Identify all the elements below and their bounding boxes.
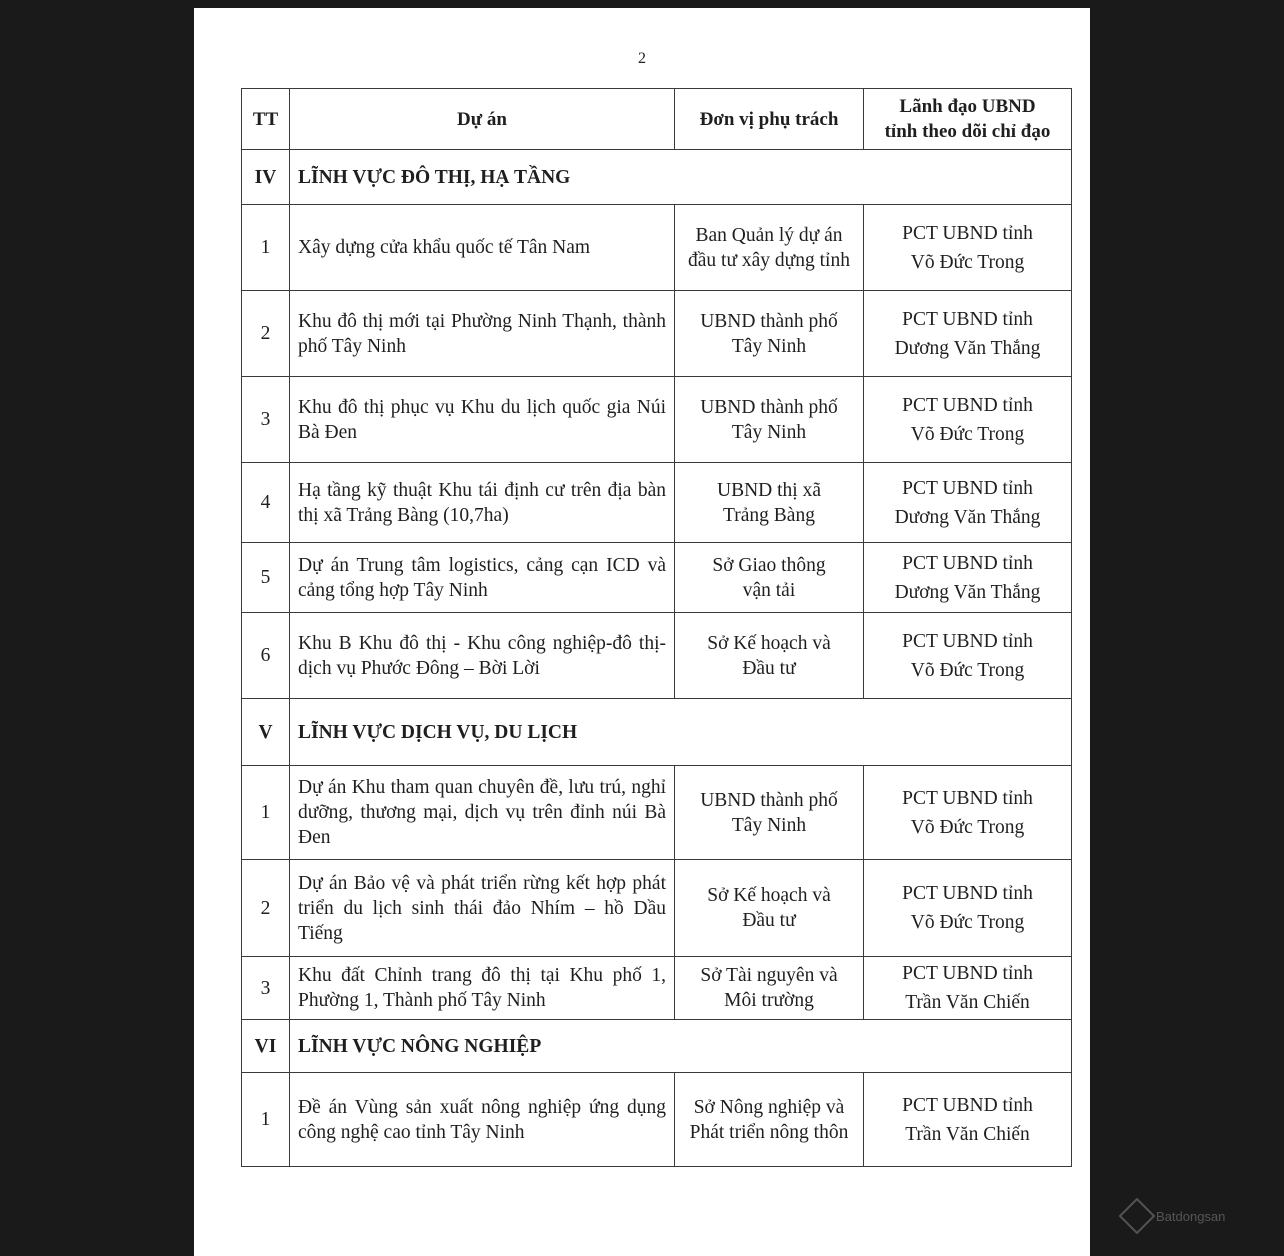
site-watermark — [1124, 1196, 1264, 1236]
responsible-unit — [675, 1073, 864, 1167]
row-number: 6 — [242, 613, 290, 699]
section-number: V — [242, 699, 290, 766]
leader-line1: PCT UBND tỉnh — [902, 222, 1033, 244]
leader-line2: Dương Văn Thắng — [894, 506, 1041, 528]
row-number: 1 — [242, 205, 290, 291]
leader — [864, 613, 1072, 699]
unit-line1: Sở Giao thông — [712, 554, 826, 576]
watermark-text: Batdongsan — [1156, 1208, 1226, 1224]
unit-line1: Sở Tài nguyên và — [700, 965, 838, 986]
responsible-unit — [675, 291, 864, 377]
table-header-row — [242, 89, 1072, 150]
section-row-vi — [242, 1020, 1072, 1073]
project-name: Dự án Bảo vệ và phát triển rừng kết hợp phát triển du lịch sinh thái đảo Nhím – hồ Dầu Tiếng — [290, 860, 675, 957]
row-number: 2 — [242, 291, 290, 377]
section-title: LĨNH VỰC NÔNG NGHIỆP — [290, 1020, 1072, 1073]
unit-line1: Ban Quản lý dự án — [695, 224, 843, 246]
project-table — [241, 88, 1072, 1167]
leader-line2: Võ Đức Trong — [910, 423, 1025, 445]
row-number: 1 — [242, 766, 290, 860]
leader — [864, 766, 1072, 860]
leader-line2: Trần Văn Chiến — [905, 992, 1030, 1013]
header-lead-line2: tỉnh theo dõi chỉ đạo — [884, 121, 1051, 142]
section-row-v — [242, 699, 1072, 766]
project-name: Dự án Khu tham quan chuyên đề, lưu trú, nghỉ dưỡng, thương mại, dịch vụ trên đỉnh núi Bà Đen — [290, 766, 675, 860]
watermark-logo-icon — [1119, 1198, 1156, 1235]
responsible-unit — [675, 377, 864, 463]
leader — [864, 860, 1072, 957]
leader — [864, 377, 1072, 463]
row-number: 5 — [242, 543, 290, 613]
unit-line1: UBND thành phố — [700, 789, 838, 811]
table-row — [242, 957, 1072, 1020]
leader-line1: PCT UBND tỉnh — [902, 477, 1033, 499]
section-row-iv — [242, 150, 1072, 205]
responsible-unit — [675, 613, 864, 699]
unit-line2: đầu tư xây dựng tỉnh — [688, 249, 850, 271]
leader-line2: Võ Đức Trong — [910, 816, 1025, 838]
table-row — [242, 1073, 1072, 1167]
row-number: 1 — [242, 1073, 290, 1167]
row-number: 2 — [242, 860, 290, 957]
header-lead — [864, 89, 1072, 150]
unit-line2: Trảng Bàng — [723, 504, 815, 526]
unit-line1: Sở Kế hoạch và — [707, 885, 831, 906]
table-row — [242, 377, 1072, 463]
leader-line2: Võ Đức Trong — [910, 912, 1025, 933]
leader-line2: Võ Đức Trong — [910, 251, 1025, 273]
unit-line1: Sở Nông nghiệp và — [693, 1096, 845, 1118]
unit-line1: Sở Kế hoạch và — [707, 632, 831, 654]
section-title: LĨNH VỰC DỊCH VỤ, DU LỊCH — [290, 699, 1072, 766]
unit-line2: Tây Ninh — [731, 335, 807, 357]
leader-line1: PCT UBND tỉnh — [902, 630, 1033, 652]
row-number: 3 — [242, 957, 290, 1020]
project-name: Hạ tầng kỹ thuật Khu tái định cư trên địa bàn thị xã Trảng Bàng (10,7ha) — [290, 463, 675, 543]
unit-line1: UBND thành phố — [700, 396, 838, 418]
header-tt: TT — [242, 89, 290, 150]
unit-line1: UBND thị xã — [717, 479, 821, 501]
row-number: 3 — [242, 377, 290, 463]
responsible-unit — [675, 766, 864, 860]
section-title: LĨNH VỰC ĐÔ THỊ, HẠ TẦNG — [290, 150, 1072, 205]
table-row — [242, 205, 1072, 291]
document-page — [194, 8, 1090, 1256]
unit-line2: Đầu tư — [742, 657, 796, 679]
leader-line2: Trần Văn Chiến — [905, 1123, 1030, 1145]
project-table-wrapper — [241, 88, 1071, 1167]
leader-line2: Dương Văn Thắng — [894, 581, 1041, 603]
responsible-unit — [675, 543, 864, 613]
table-row — [242, 860, 1072, 957]
page-number: 2 — [638, 50, 646, 67]
leader-line1: PCT UBND tỉnh — [902, 552, 1033, 574]
project-name: Khu đất Chỉnh trang đô thị tại Khu phố 1, Phường 1, Thành phố Tây Ninh — [290, 957, 675, 1020]
unit-line2: vận tải — [742, 579, 796, 601]
unit-line2: Phát triển nông thôn — [689, 1121, 849, 1143]
project-name: Khu B Khu đô thị - Khu công nghiệp-đô thị-dịch vụ Phước Đông – Bời Lời — [290, 613, 675, 699]
section-number: IV — [242, 150, 290, 205]
project-name: Dự án Trung tâm logistics, cảng cạn ICD và cảng tổng hợp Tây Ninh — [290, 543, 675, 613]
leader-line1: PCT UBND tỉnh — [902, 963, 1033, 984]
table-row — [242, 291, 1072, 377]
leader — [864, 463, 1072, 543]
responsible-unit — [675, 463, 864, 543]
leader — [864, 291, 1072, 377]
leader-line1: PCT UBND tỉnh — [902, 1094, 1033, 1116]
header-lead-line1: Lãnh đạo UBND — [899, 96, 1036, 117]
leader — [864, 205, 1072, 291]
header-unit: Đơn vị phụ trách — [675, 89, 864, 150]
row-number: 4 — [242, 463, 290, 543]
responsible-unit — [675, 957, 864, 1020]
leader-line1: PCT UBND tỉnh — [902, 883, 1033, 904]
unit-line2: Môi trường — [724, 990, 814, 1011]
leader-line1: PCT UBND tỉnh — [902, 394, 1033, 416]
responsible-unit — [675, 205, 864, 291]
header-project: Dự án — [290, 89, 675, 150]
unit-line2: Tây Ninh — [731, 421, 807, 443]
table-row — [242, 463, 1072, 543]
project-name: Xây dựng cửa khẩu quốc tế Tân Nam — [290, 205, 675, 291]
leader-line2: Võ Đức Trong — [910, 659, 1025, 681]
unit-line2: Tây Ninh — [731, 814, 807, 836]
table-row — [242, 543, 1072, 613]
unit-line2: Đầu tư — [742, 910, 796, 931]
leader-line1: PCT UBND tỉnh — [902, 308, 1033, 330]
project-name: Đề án Vùng sản xuất nông nghiệp ứng dụng công nghệ cao tỉnh Tây Ninh — [290, 1073, 675, 1167]
responsible-unit — [675, 860, 864, 957]
unit-line1: UBND thành phố — [700, 310, 838, 332]
project-name: Khu đô thị mới tại Phường Ninh Thạnh, thành phố Tây Ninh — [290, 291, 675, 377]
leader-line1: PCT UBND tỉnh — [902, 787, 1033, 809]
leader — [864, 543, 1072, 613]
project-name: Khu đô thị phục vụ Khu du lịch quốc gia Núi Bà Đen — [290, 377, 675, 463]
leader — [864, 1073, 1072, 1167]
section-number: VI — [242, 1020, 290, 1073]
table-row — [242, 613, 1072, 699]
leader-line2: Dương Văn Thắng — [894, 337, 1041, 359]
table-row — [242, 766, 1072, 860]
leader — [864, 957, 1072, 1020]
